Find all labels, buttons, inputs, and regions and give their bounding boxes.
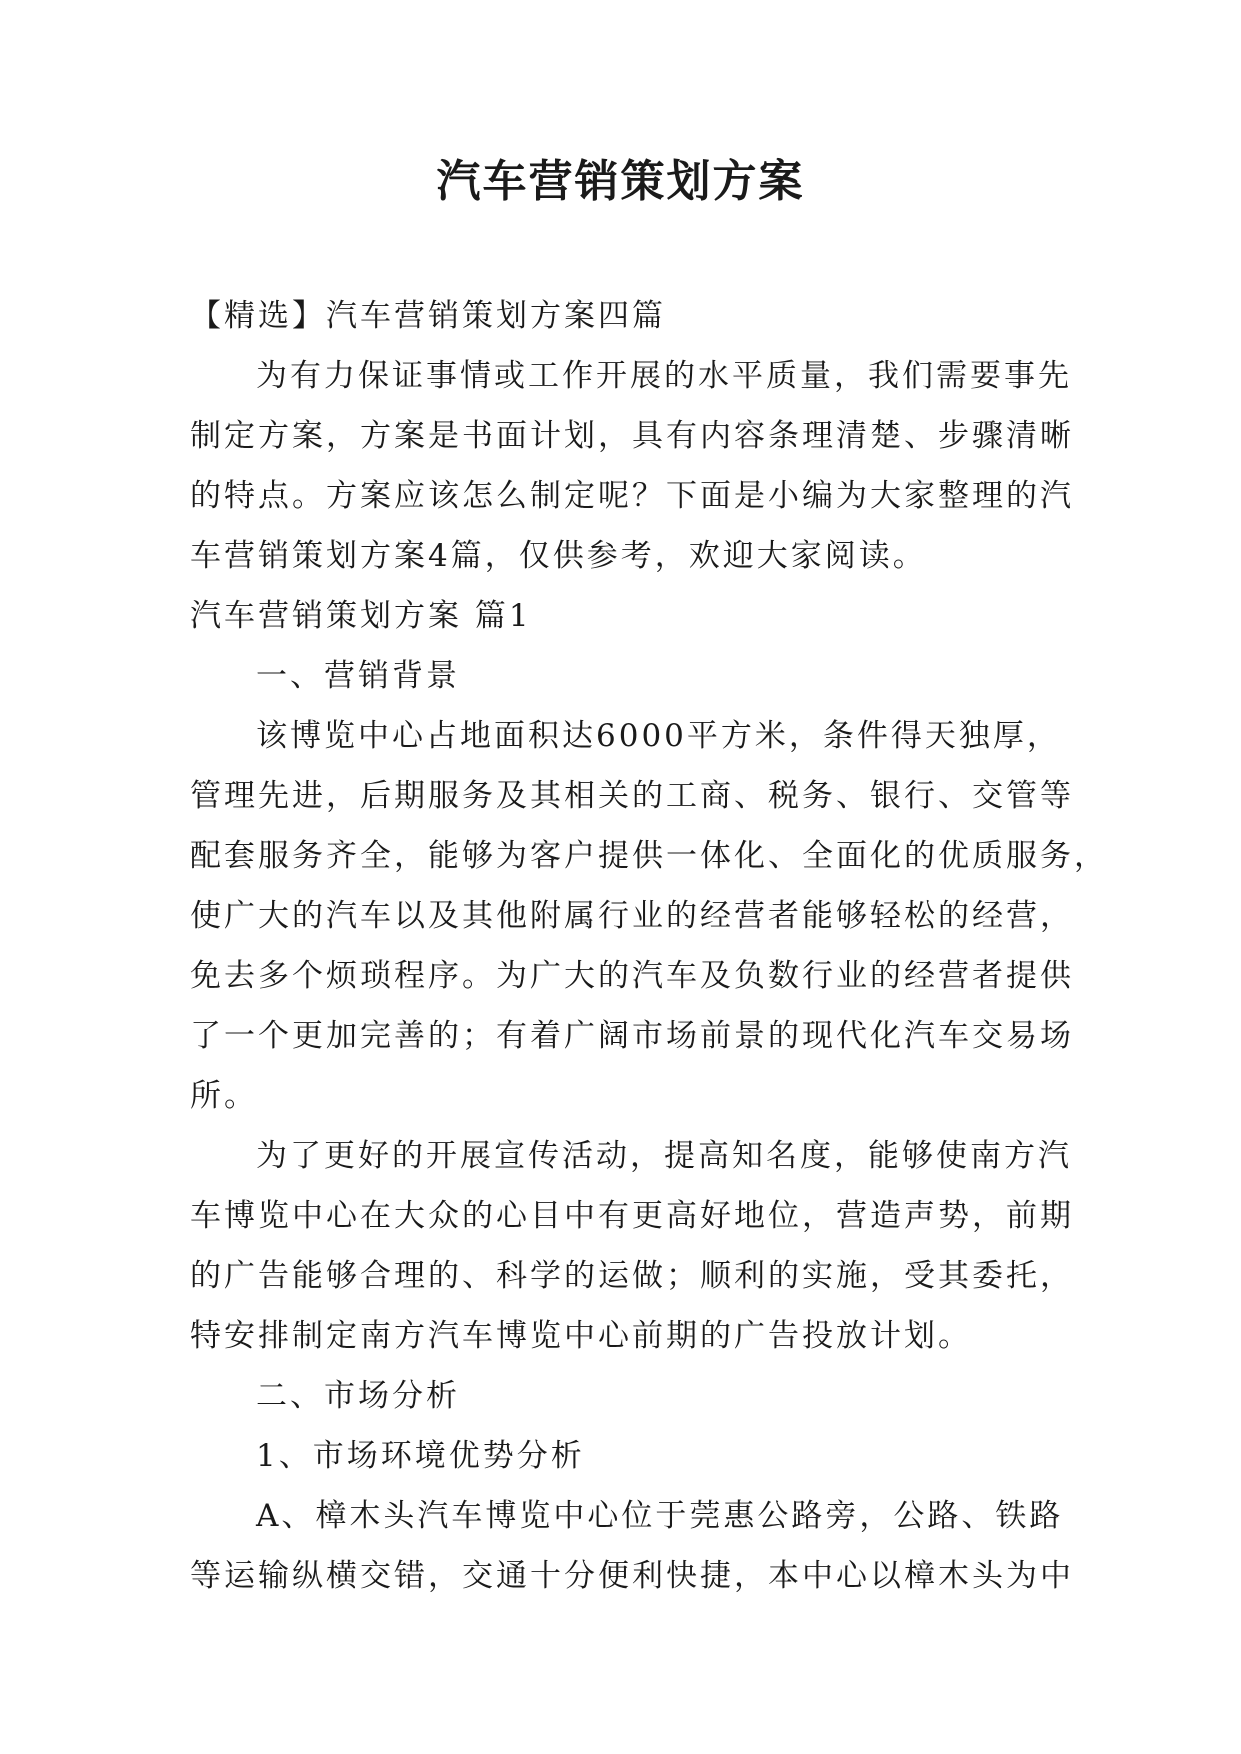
document-body: [190, 286, 1108, 1606]
subsection-heading: 一、营销背景: [256, 658, 460, 694]
paragraph-line: 车博览中心在大众的心目中有更高好地位，营造声势，前期: [190, 1198, 1074, 1234]
paragraph-line: 制定方案，方案是书面计划，具有内容条理清楚、步骤清晰: [190, 418, 1074, 454]
paragraph-line: 的特点。方案应该怎么制定呢？下面是小编为大家整理的汽: [190, 478, 1074, 514]
paragraph-line: 了一个更加完善的；有着广阔市场前景的现代化汽车交易场: [190, 1018, 1074, 1054]
paragraph-line: 免去多个烦琐程序。为广大的汽车及负数行业的经营者提供: [190, 958, 1074, 994]
paragraph-line: 管理先进，后期服务及其相关的工商、税务、银行、交管等: [190, 778, 1074, 814]
paragraph-line: 所。: [190, 1078, 258, 1114]
paragraph-line: 特安排制定南方汽车博览中心前期的广告投放计划。: [190, 1318, 972, 1354]
paragraph-line: 车营销策划方案4篇，仅供参考，欢迎大家阅读。: [190, 538, 927, 574]
subtitle-line: 【精选】汽车营销策划方案四篇: [190, 298, 666, 334]
subsection-heading: 二、市场分析: [256, 1378, 460, 1414]
paragraph-line: 等运输纵横交错，交通十分便利快捷，本中心以樟木头为中: [190, 1558, 1074, 1594]
paragraph-line: 使广大的汽车以及其他附属行业的经营者能够轻松的经营，: [190, 898, 1074, 934]
paragraph-line: 的广告能够合理的、科学的运做；顺利的实施，受其委托，: [190, 1258, 1074, 1294]
paragraph-line: 该博览中心占地面积达6000平方米，条件得天独厚，: [256, 718, 1061, 754]
paragraph-line: 为了更好的开展宣传活动，提高知名度，能够使南方汽: [256, 1138, 1072, 1174]
paragraph-line: A、樟木头汽车博览中心位于莞惠公路旁，公路、铁路: [256, 1498, 1064, 1534]
document-title: 汽车营销策划方案: [436, 156, 805, 207]
paragraph-line: 为有力保证事情或工作开展的水平质量，我们需要事先: [256, 358, 1072, 394]
section-heading: 汽车营销策划方案 篇1: [190, 598, 532, 634]
subsection-heading: 1、市场环境优势分析: [256, 1438, 585, 1474]
paragraph-line: 配套服务齐全，能够为客户提供一体化、全面化的优质服务，: [190, 838, 1108, 874]
